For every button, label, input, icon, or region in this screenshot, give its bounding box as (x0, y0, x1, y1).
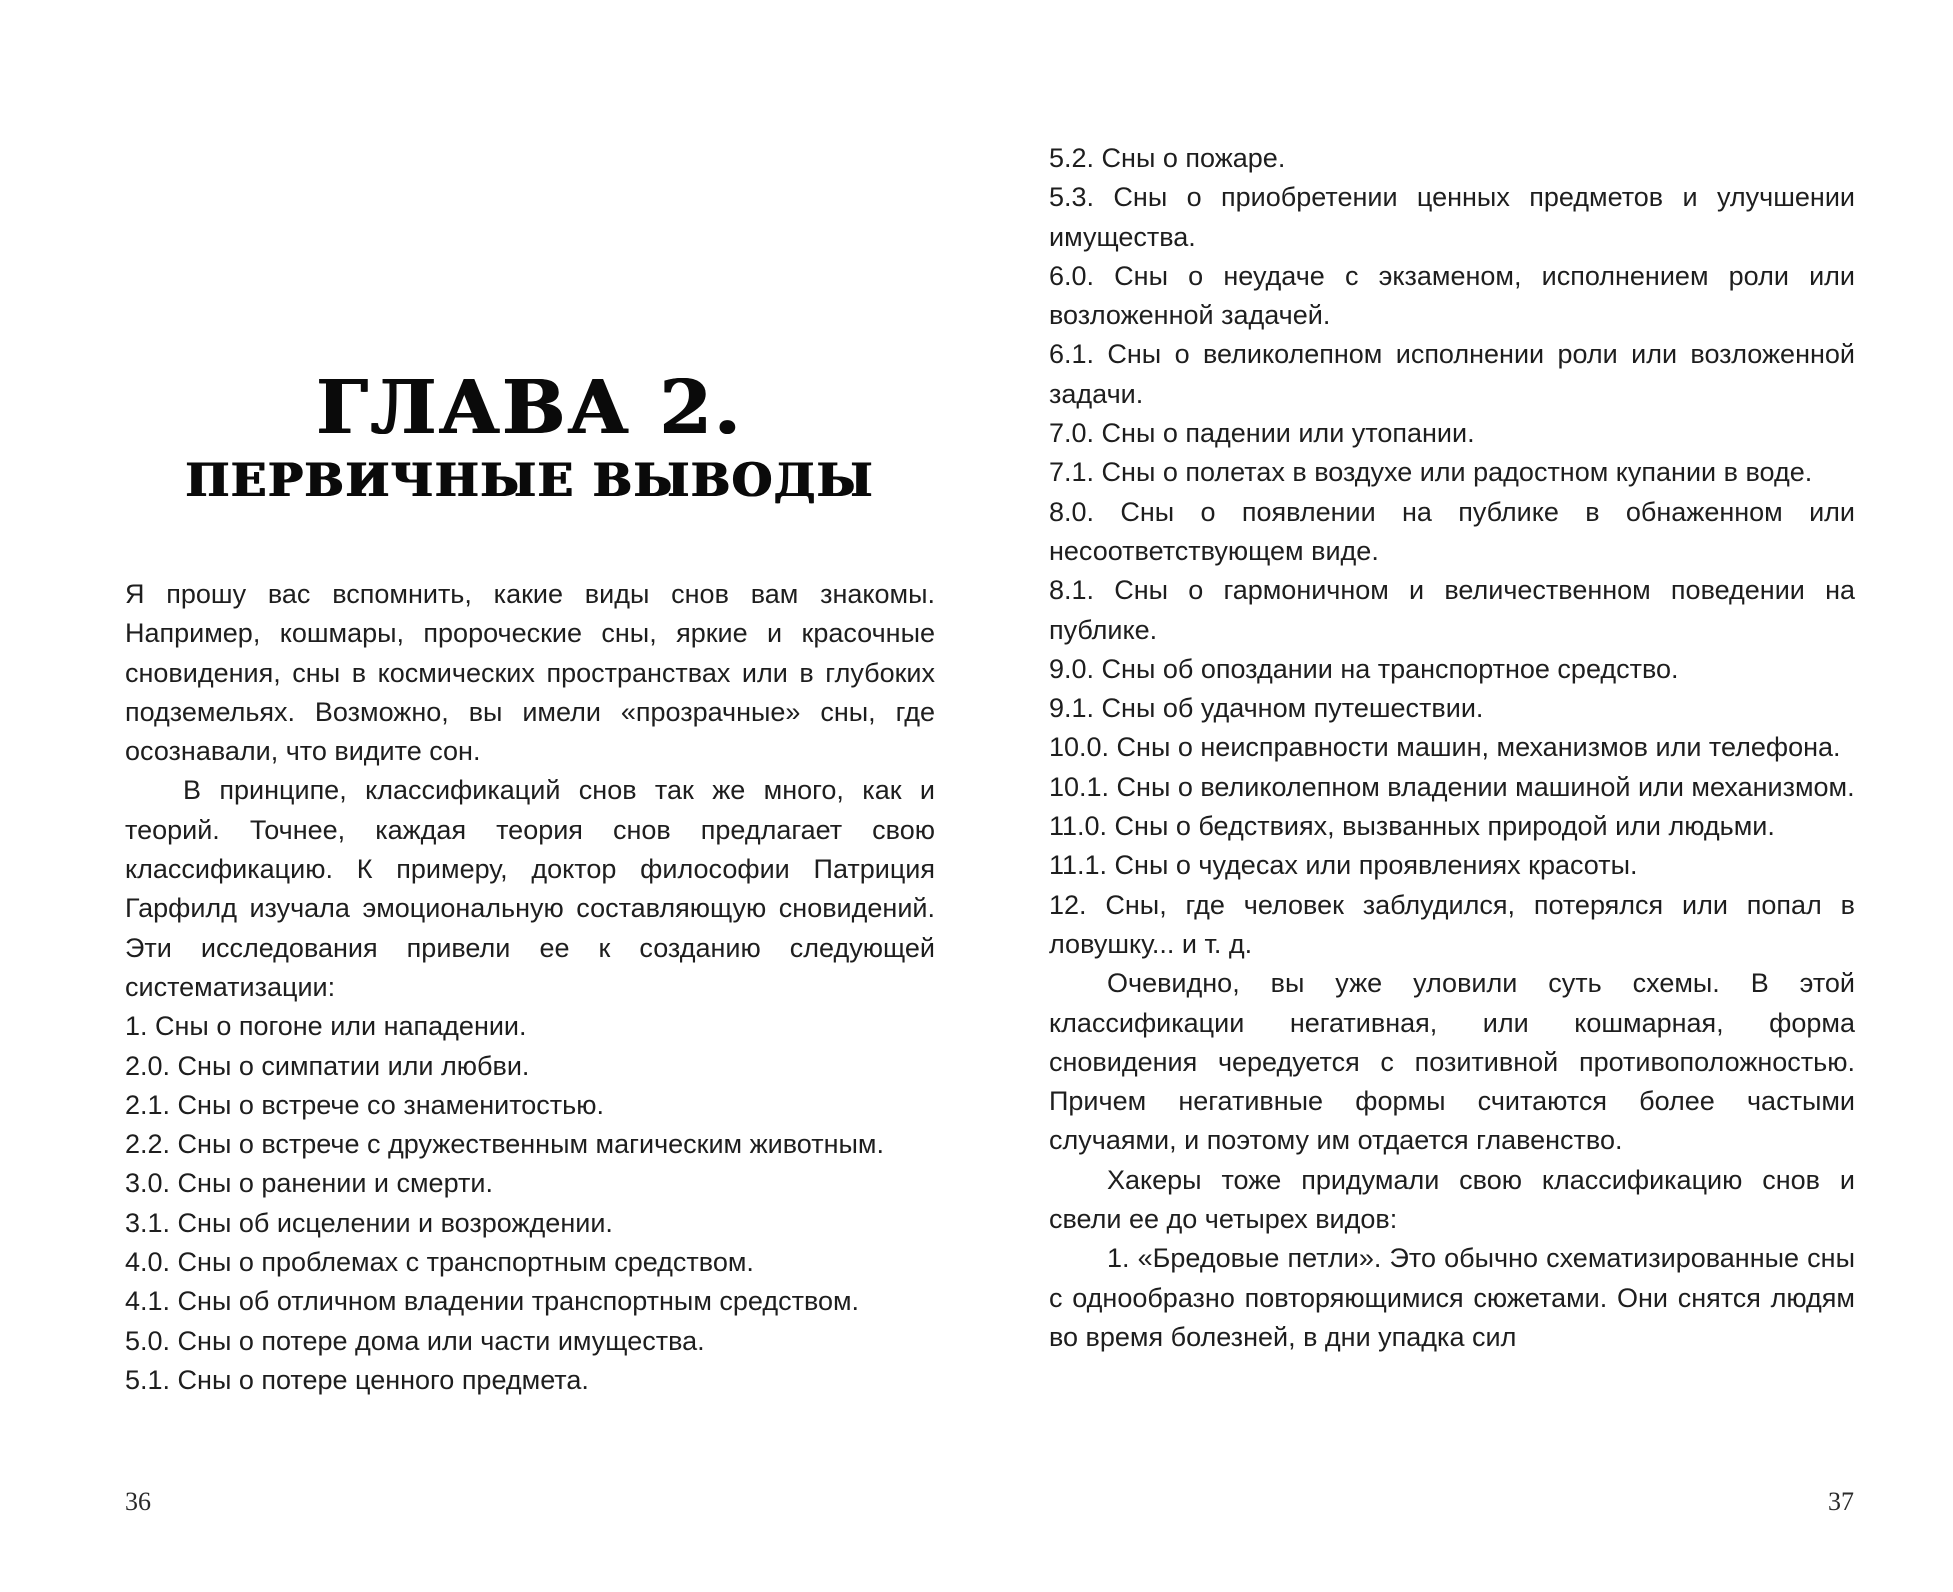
list-item: 2.0. Сны о симпатии или любви. (125, 1050, 530, 1081)
left-page (0, 0, 976, 1592)
list-item: 2.2. Сны о встрече с дружественным магическим животным. (125, 1129, 884, 1160)
list-item: 9.1. Сны об удачном путешествии. (1049, 693, 1484, 724)
list-item: 6.0. Сны о неудаче с экзаменом, исполнением роли или возложенной задачей. (1049, 260, 1855, 331)
chapter-title: ГЛАВА 2. (316, 365, 744, 451)
paragraph: Я прошу вас вспомнить, какие виды снов вам знакомы. Например, кошмары, пророческие сны, яркие и красочные сновидения, сны в космических пространствах или в глубоких подземельях. Возможно, вы имели «прозрачные» сны, где осознавали, что видите сон. (125, 579, 935, 767)
list-item: 12. Сны, где человек заблудился, потерялся или попал в ловушку... и т. д. (1049, 889, 1855, 959)
list-item: 3.1. Сны об исцелении и возрождении. (125, 1207, 613, 1238)
list-item: 2.1. Сны о встрече со знаменитостью. (125, 1089, 604, 1120)
chapter-subtitle: ПЕРВИЧНЫЕ ВЫВОДЫ (185, 453, 875, 507)
list-item: 5.2. Сны о пожаре. (1049, 143, 1286, 173)
left-page-body (125, 575, 935, 1400)
list-item: 8.1. Сны о гармоничном и величественном поведении на публике. (1049, 575, 1855, 645)
list-item: 7.0. Сны о падении или утопании. (1049, 418, 1475, 449)
list-item: 10.0. Сны о неисправности машин, механизмов или телефона. (1049, 732, 1841, 763)
list-item: 5.0. Сны о потере дома или части имущества. (125, 1325, 705, 1356)
list-item: 1. Сны о погоне или нападении. (125, 1011, 527, 1042)
paragraph: 1. «Бредовые петли». Это обычно схематизированные сны с однообразно повторяющимися сюжетами. Они снятся людям во время болезней, в дни упадка сил (1049, 1243, 1855, 1352)
paragraph: В принципе, классификаций снов так же много, как и теорий. Точнее, каждая теория снов предлагает свою классификацию. К примеру, доктор философии Патриция Гарфилд изучала эмоциональную составляющую сновидений. Эти исследования привели ее к созданию следующей систематизации: (125, 775, 935, 1002)
list-item: 8.0. Сны о появлении на публике в обнаженном или несоответствующем виде. (1049, 496, 1855, 566)
list-item: 10.1. Сны о великолепном владении машиной или механизмом. (1049, 771, 1855, 802)
list-item: 5.3. Сны о приобретении ценных предметов и улучшении имущества. (1049, 182, 1855, 252)
list-item: 6.1. Сны о великолепном исполнении роли или возложенной задачи. (1049, 339, 1855, 409)
page-number: 36 (125, 1487, 151, 1516)
list-item: 11.0. Сны о бедствиях, вызванных природой или людьми. (1049, 811, 1775, 842)
list-item: 3.0. Сны о ранении и смерти. (125, 1168, 493, 1199)
list-item: 4.1. Сны об отличном владении транспортным средством. (125, 1286, 860, 1317)
list-item: 4.0. Сны о проблемах с транспортным средством. (125, 1247, 754, 1278)
page-number: 37 (1828, 1487, 1854, 1516)
list-item: 7.1. Сны о полетах в воздухе или радостном купании в воде. (1049, 457, 1813, 488)
list-item: 5.1. Сны о потере ценного предмета. (125, 1364, 589, 1395)
chapter-heading (125, 365, 935, 507)
list-item: 11.1. Сны о чудесах или проявлениях красоты. (1049, 850, 1638, 881)
right-page-body (1049, 139, 1855, 1357)
paragraph: Хакеры тоже придумали свою классификацию снов и свели ее до четырех видов: (1049, 1164, 1855, 1235)
paragraph: Очевидно, вы уже уловили суть схемы. В этой классификации негативная, или кошмарная, форма сновидения чередуется с позитивной противоположностью. Причем негативные формы считаются более частыми случаями, и поэтому им отдается главенство. (1049, 968, 1855, 1156)
list-item: 9.0. Сны об опоздании на транспортное средство. (1049, 653, 1679, 684)
